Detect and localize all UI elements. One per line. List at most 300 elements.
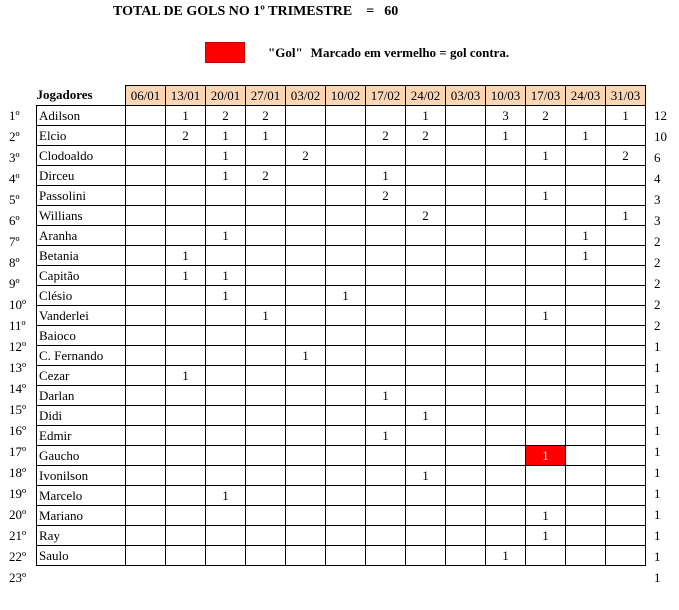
player-total: 1	[654, 507, 661, 522]
rank-column	[0, 105, 34, 588]
goal-cell: 1	[246, 306, 286, 326]
goal-cell	[526, 486, 566, 506]
player-total: 1	[654, 549, 661, 564]
goal-cell	[446, 346, 486, 366]
goal-cell: 1	[366, 426, 406, 446]
goal-cell	[206, 386, 246, 406]
goal-cell: 1	[206, 146, 246, 166]
goal-cell	[486, 446, 526, 466]
rank-label: 11º	[9, 318, 26, 333]
table-header-row	[37, 86, 646, 106]
goal-cell	[126, 246, 166, 266]
player-total: 1	[654, 528, 661, 543]
player-name: C. Fernando	[37, 346, 126, 366]
rank-label: 7º	[9, 234, 20, 249]
goal-cell	[126, 346, 166, 366]
goal-cell	[446, 506, 486, 526]
player-total: 2	[654, 276, 661, 291]
player-total: 1	[654, 402, 661, 417]
goal-cell	[446, 526, 486, 546]
goal-cell	[126, 466, 166, 486]
goal-cell: 1	[206, 486, 246, 506]
goal-cell	[406, 146, 446, 166]
table-row	[37, 526, 646, 546]
goal-cell	[286, 206, 326, 226]
goal-cell	[246, 266, 286, 286]
player-name: Clésio	[37, 286, 126, 306]
goal-cell	[366, 366, 406, 386]
goal-cell	[526, 126, 566, 146]
goal-cell	[566, 526, 606, 546]
goal-cell	[566, 166, 606, 186]
goal-cell	[606, 286, 646, 306]
player-total: 2	[654, 255, 661, 270]
goal-cell	[326, 346, 366, 366]
goal-cell	[526, 226, 566, 246]
player-name: Marcelo	[37, 486, 126, 506]
goal-cell	[166, 506, 206, 526]
player-total: 1	[654, 570, 661, 585]
player-total: 1	[654, 423, 661, 438]
goal-cell	[526, 386, 566, 406]
goal-cell	[246, 246, 286, 266]
goal-cell	[446, 246, 486, 266]
goal-cell	[286, 406, 326, 426]
goal-cell	[486, 166, 526, 186]
goal-cell	[126, 286, 166, 306]
goal-cell: 1	[526, 506, 566, 526]
goal-cell: 1	[566, 246, 606, 266]
goal-cell	[286, 526, 326, 546]
player-name: Mariano	[37, 506, 126, 526]
goal-cell	[126, 446, 166, 466]
goal-cell	[486, 146, 526, 166]
goal-cell	[566, 206, 606, 226]
goal-cell	[486, 406, 526, 426]
goal-cell	[166, 426, 206, 446]
goal-cell	[126, 206, 166, 226]
goal-cell	[406, 346, 446, 366]
goal-cell	[566, 326, 606, 346]
goal-cell: 1	[606, 106, 646, 126]
player-total: 1	[654, 339, 661, 354]
goal-cell: 1	[366, 166, 406, 186]
goal-cell	[526, 286, 566, 306]
goal-cell: 2	[526, 106, 566, 126]
player-total: 12	[654, 108, 667, 123]
goal-cell	[286, 546, 326, 566]
goal-cell	[206, 366, 246, 386]
goal-cell	[606, 326, 646, 346]
goal-cell	[246, 326, 286, 346]
goal-cell	[566, 146, 606, 166]
goal-cell	[166, 186, 206, 206]
goal-cell: 1	[526, 306, 566, 326]
goal-cell	[286, 266, 326, 286]
goal-cell: 1	[166, 246, 206, 266]
goal-cell	[286, 106, 326, 126]
player-name: Dirceu	[37, 166, 126, 186]
table-row	[37, 386, 646, 406]
goal-cell	[446, 226, 486, 246]
goal-cell	[446, 446, 486, 466]
player-name: Vanderlei	[37, 306, 126, 326]
rank-label: 2º	[9, 129, 20, 144]
goal-cell	[126, 146, 166, 166]
goal-cell	[286, 446, 326, 466]
goal-cell	[366, 546, 406, 566]
goal-cell	[446, 266, 486, 286]
goal-cell: 3	[486, 106, 526, 126]
table-row	[37, 406, 646, 426]
goal-cell	[166, 146, 206, 166]
goal-cell	[286, 426, 326, 446]
player-name: Passolini	[37, 186, 126, 206]
goal-cell	[246, 206, 286, 226]
player-total: 2	[654, 318, 661, 333]
goal-cell	[446, 486, 486, 506]
goal-cell: 1	[406, 406, 446, 426]
player-name: Willians	[37, 206, 126, 226]
rank-label: 9º	[9, 276, 20, 291]
goal-cell	[126, 226, 166, 246]
title-equals: =	[366, 4, 375, 19]
date-header: 27/01	[246, 86, 286, 106]
own-goal-cell: 1	[526, 446, 566, 466]
goal-cell	[486, 206, 526, 226]
goal-cell	[326, 466, 366, 486]
goal-cell	[526, 206, 566, 226]
goal-cell	[446, 546, 486, 566]
goal-cell	[286, 226, 326, 246]
table-row	[37, 366, 646, 386]
goal-cell	[446, 126, 486, 146]
goal-cell	[366, 226, 406, 246]
goal-cell	[606, 506, 646, 526]
goal-cell	[326, 166, 366, 186]
goal-cell	[606, 166, 646, 186]
goal-cell	[326, 506, 366, 526]
goal-cell	[446, 146, 486, 166]
goal-cell	[606, 306, 646, 326]
goal-cell	[366, 266, 406, 286]
goal-cell	[406, 246, 446, 266]
goal-cell	[126, 106, 166, 126]
goal-cell	[246, 286, 286, 306]
goal-cell	[166, 526, 206, 546]
goal-cell	[286, 246, 326, 266]
table-row	[37, 466, 646, 486]
rank-label: 13º	[9, 360, 27, 375]
player-total: 2	[654, 297, 661, 312]
date-header: 03/02	[286, 86, 326, 106]
table-row	[37, 326, 646, 346]
date-header: 24/03	[566, 86, 606, 106]
goal-cell	[126, 326, 166, 346]
goal-cell	[286, 286, 326, 306]
rank-label: 19º	[9, 486, 27, 501]
goal-cell	[246, 486, 286, 506]
goal-cell	[366, 446, 406, 466]
player-name: Saulo	[37, 546, 126, 566]
goal-cell	[326, 126, 366, 146]
goal-cell	[286, 326, 326, 346]
goal-cell	[566, 266, 606, 286]
table-row	[37, 186, 646, 206]
player-name: Ray	[37, 526, 126, 546]
goal-cell	[406, 506, 446, 526]
goal-cell	[526, 406, 566, 426]
rank-label: 18º	[9, 465, 27, 480]
goal-cell	[206, 406, 246, 426]
players-header: Jogadores	[36, 87, 93, 103]
date-header: 20/01	[206, 86, 246, 106]
goal-cell	[246, 406, 286, 426]
goal-cell	[486, 326, 526, 346]
date-header: 17/02	[366, 86, 406, 106]
goal-cell: 1	[206, 266, 246, 286]
goal-cell: 2	[286, 146, 326, 166]
goals-table	[36, 85, 646, 566]
goal-cell: 1	[566, 226, 606, 246]
goal-cell	[166, 306, 206, 326]
goal-cell: 2	[606, 146, 646, 166]
goal-cell	[326, 266, 366, 286]
player-name: Darlan	[37, 386, 126, 406]
goal-cell	[406, 186, 446, 206]
goal-cell	[406, 426, 446, 446]
goal-cell	[326, 226, 366, 246]
goal-cell	[206, 346, 246, 366]
date-header: 10/02	[326, 86, 366, 106]
goal-cell	[446, 206, 486, 226]
date-header: 31/03	[606, 86, 646, 106]
table-row	[37, 546, 646, 566]
goal-cell	[446, 326, 486, 346]
goal-cell	[126, 546, 166, 566]
own-goal-legend-swatch	[205, 42, 245, 63]
goal-cell	[566, 426, 606, 446]
goal-cell: 2	[406, 126, 446, 146]
goal-cell	[166, 346, 206, 366]
goal-cell	[326, 106, 366, 126]
goal-cell: 1	[166, 266, 206, 286]
rank-label: 5º	[9, 192, 20, 207]
goal-cell: 1	[406, 106, 446, 126]
goal-cell	[326, 186, 366, 206]
table-row	[37, 146, 646, 166]
goal-cell	[486, 506, 526, 526]
goal-cell	[406, 366, 446, 386]
goal-cell	[606, 406, 646, 426]
goal-cell	[166, 406, 206, 426]
goal-cell	[166, 466, 206, 486]
player-name: Ivonilson	[37, 466, 126, 486]
goal-cell: 2	[206, 106, 246, 126]
player-total: 1	[654, 486, 661, 501]
goal-cell	[366, 206, 406, 226]
goal-cell	[246, 386, 286, 406]
goal-cell	[286, 166, 326, 186]
date-header: 17/03	[526, 86, 566, 106]
legend-text	[268, 45, 509, 61]
goal-cell	[366, 526, 406, 546]
goal-cell	[246, 146, 286, 166]
player-name: Edmir	[37, 426, 126, 446]
goal-cell	[366, 286, 406, 306]
goal-cell	[126, 426, 166, 446]
goal-cell: 2	[406, 206, 446, 226]
goal-cell	[206, 186, 246, 206]
goal-cell	[406, 286, 446, 306]
goal-cell	[446, 186, 486, 206]
goal-cell	[166, 206, 206, 226]
player-total: 6	[654, 150, 661, 165]
goal-cell	[566, 486, 606, 506]
goal-cell	[246, 466, 286, 486]
goal-cell	[566, 366, 606, 386]
goal-cell	[206, 506, 246, 526]
goal-cell	[206, 466, 246, 486]
player-total: 3	[654, 192, 661, 207]
goal-cell	[326, 366, 366, 386]
goal-cell	[566, 406, 606, 426]
goal-cell	[606, 266, 646, 286]
goal-cell	[486, 246, 526, 266]
title-total: 60	[384, 4, 399, 19]
goal-cell: 1	[526, 186, 566, 206]
table-row	[37, 486, 646, 506]
goal-cell	[286, 126, 326, 146]
goal-cell	[486, 526, 526, 546]
goal-cell	[566, 346, 606, 366]
table-row	[37, 446, 646, 466]
goal-cell	[246, 346, 286, 366]
goal-cell	[486, 386, 526, 406]
goal-cell: 1	[526, 146, 566, 166]
goal-cell	[606, 186, 646, 206]
goal-cell	[446, 286, 486, 306]
goal-cell	[366, 466, 406, 486]
goal-cell	[246, 506, 286, 526]
goal-cell	[126, 386, 166, 406]
rank-label: 12º	[9, 339, 27, 354]
goal-cell	[486, 426, 526, 446]
table-row	[37, 106, 646, 126]
goal-cell: 1	[526, 526, 566, 546]
goal-cell: 2	[366, 126, 406, 146]
player-total: 1	[654, 444, 661, 459]
table-row	[37, 126, 646, 146]
goal-cell	[526, 546, 566, 566]
goal-cell	[246, 366, 286, 386]
player-name: Gaucho	[37, 446, 126, 466]
goal-cell	[606, 446, 646, 466]
goal-cell	[206, 446, 246, 466]
goal-cell	[566, 506, 606, 526]
goal-cell: 1	[206, 166, 246, 186]
goal-cell	[286, 386, 326, 406]
goal-cell	[606, 486, 646, 506]
goal-cell: 2	[366, 186, 406, 206]
table-row	[37, 226, 646, 246]
goal-cell	[286, 506, 326, 526]
goal-cell	[486, 466, 526, 486]
rank-label: 23º	[9, 570, 27, 585]
goal-cell	[206, 526, 246, 546]
goal-cell	[366, 346, 406, 366]
player-total: 2	[654, 234, 661, 249]
table-row	[37, 286, 646, 306]
goal-cell	[486, 346, 526, 366]
goal-cell	[606, 466, 646, 486]
goal-cell	[206, 306, 246, 326]
goal-cell	[566, 546, 606, 566]
goal-cell	[446, 426, 486, 446]
goal-cell: 1	[366, 386, 406, 406]
rank-label: 3º	[9, 150, 20, 165]
goal-cell	[406, 266, 446, 286]
rank-label: 22º	[9, 549, 27, 564]
goal-cell	[606, 526, 646, 546]
date-header: 03/03	[446, 86, 486, 106]
goal-cell	[606, 546, 646, 566]
rank-label: 14º	[9, 381, 27, 396]
goal-cell	[166, 546, 206, 566]
table-row	[37, 426, 646, 446]
player-name: Didi	[37, 406, 126, 426]
goal-cell	[206, 246, 246, 266]
rank-label: 1º	[9, 108, 20, 123]
goal-cell	[326, 146, 366, 166]
goal-cell	[446, 306, 486, 326]
goal-cell: 1	[606, 206, 646, 226]
goal-cell	[566, 386, 606, 406]
goal-cell: 2	[246, 166, 286, 186]
player-total: 10	[654, 129, 667, 144]
goal-cell	[526, 466, 566, 486]
player-name: Baioco	[37, 326, 126, 346]
goal-cell: 1	[206, 226, 246, 246]
goal-cell	[566, 286, 606, 306]
legend-description: Marcado em vermelho = gol contra.	[310, 45, 510, 60]
goal-cell	[486, 306, 526, 326]
goal-cell	[366, 246, 406, 266]
goal-cell	[486, 226, 526, 246]
goal-cell	[326, 206, 366, 226]
table-row	[37, 246, 646, 266]
goal-cell	[566, 446, 606, 466]
goal-cell	[526, 266, 566, 286]
goal-cell	[406, 226, 446, 246]
goal-cell	[246, 446, 286, 466]
goal-cell	[286, 306, 326, 326]
goal-cell	[166, 166, 206, 186]
goal-cell	[206, 326, 246, 346]
goal-cell	[606, 246, 646, 266]
goal-cell	[246, 186, 286, 206]
title-label: TOTAL DE GOLS NO 1º TRIMESTRE	[113, 4, 353, 19]
goal-cell	[166, 446, 206, 466]
total-column	[654, 105, 678, 588]
date-header: 06/01	[126, 86, 166, 106]
goal-cell	[406, 546, 446, 566]
goal-cell	[406, 446, 446, 466]
goal-cell	[406, 486, 446, 506]
rank-label: 15º	[9, 402, 27, 417]
goal-cell: 1	[166, 106, 206, 126]
rank-label: 8º	[9, 255, 20, 270]
